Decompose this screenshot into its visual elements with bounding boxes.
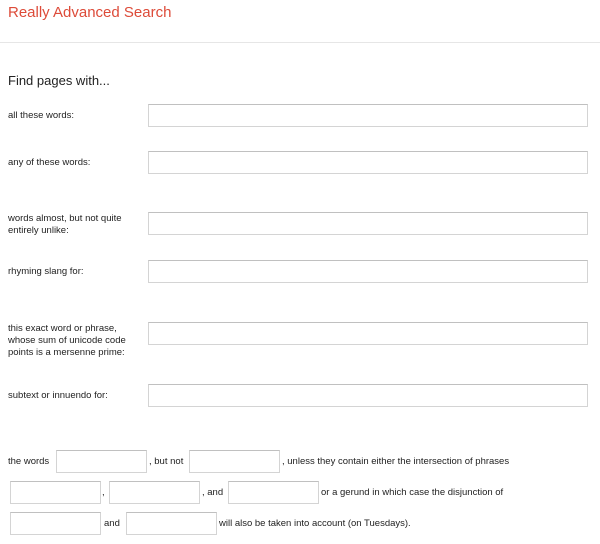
intersection-phrase-2-input[interactable]	[109, 481, 200, 504]
subtext-input[interactable]	[148, 384, 588, 407]
and-text-1: , and	[202, 487, 224, 498]
tuesdays-text: will also be taken into account (on Tuesdays).	[219, 518, 411, 529]
page-title: Really Advanced Search	[8, 4, 172, 21]
disjunction-2-input[interactable]	[126, 512, 217, 535]
page-header	[0, 0, 600, 43]
gerund-text: or a gerund in which case the disjunction of	[321, 487, 504, 498]
disjunction-1-input[interactable]	[10, 512, 101, 535]
section-title: Find pages with...	[8, 73, 110, 88]
all-words-label: all these words:	[8, 110, 75, 121]
rhyming-slang-label: rhyming slang for:	[8, 266, 84, 277]
comma-text: ,	[102, 487, 105, 498]
all-words-input[interactable]	[148, 104, 588, 127]
the-words-input[interactable]	[56, 450, 147, 473]
subtext-label: subtext or innuendo for:	[8, 390, 108, 401]
and-text-2: and	[104, 518, 120, 529]
any-words-label: any of these words:	[8, 157, 91, 168]
unlike-words-input[interactable]	[148, 212, 588, 235]
unless-text: , unless they contain either the intersection of phrases	[282, 456, 510, 467]
intersection-phrase-3-input[interactable]	[228, 481, 319, 504]
mersenne-phrase-input[interactable]	[148, 322, 588, 345]
unlike-words-label: words almost, but not quite entirely unlike:	[8, 213, 122, 236]
rhyming-slang-input[interactable]	[148, 260, 588, 283]
but-not-text: , but not	[149, 456, 184, 467]
intersection-phrase-1-input[interactable]	[10, 481, 101, 504]
any-words-input[interactable]	[148, 151, 588, 174]
the-words-text: the words	[8, 456, 50, 467]
mersenne-phrase-label: this exact word or phrase, whose sum of unicode code points is a mersenne prime:	[8, 323, 126, 358]
but-not-input[interactable]	[189, 450, 280, 473]
